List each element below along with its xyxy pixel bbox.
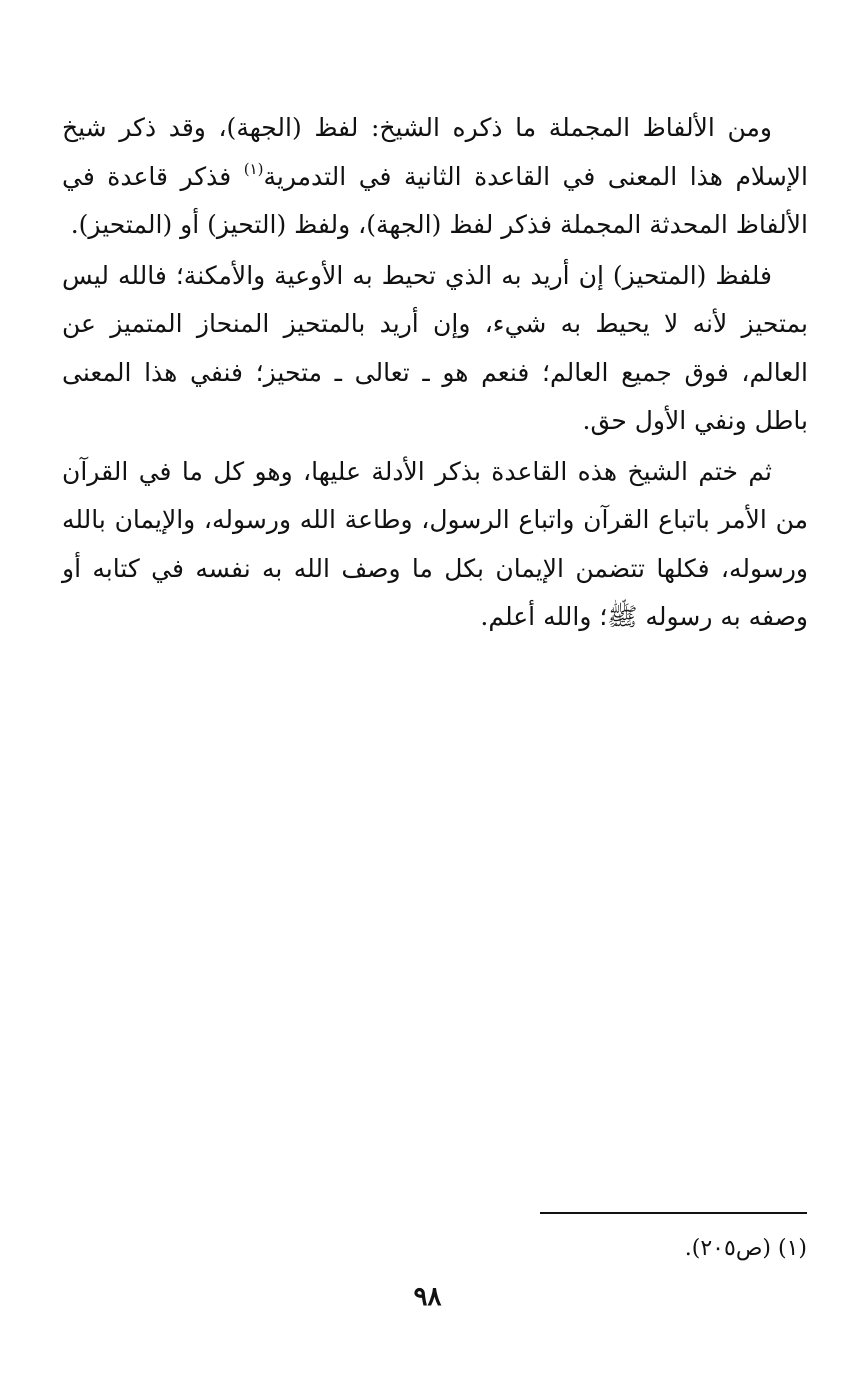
- page-number: ٩٨: [413, 1282, 442, 1312]
- footnote-marker[interactable]: (١): [243, 159, 264, 178]
- footnote: (١) (ص٢٠٥).: [684, 1236, 807, 1261]
- footnote-divider: [540, 1212, 807, 1214]
- paragraph-1: [62, 104, 808, 250]
- paragraph-1-text-continued: فذكر قاعدة في الألفاظ المحدثة المجملة فذكر لفظ (الجهة)، ولفظ (التحيز) أو (المتحيز).: [62, 161, 808, 239]
- main-text: [62, 104, 808, 644]
- paragraph-2: فلفظ (المتحيز) إن أريد به الذي تحيط به الأوعية والأمكنة؛ فالله ليس بمتحيز لأنه لا يحيط به شيء، وإن أريد بالمتحيز المنحاز المتميز عن العالم، فوق جميع العالم؛ فنعم هو ـ تعالى ـ متحيز؛ فنفي هذا المعنى باطل ونفي الأول حق.: [62, 260, 808, 435]
- paragraph-1-text: ومن الألفاظ المجملة ما ذكره الشيخ: لفظ (الجهة)، وقد ذكر شيخ الإسلام هذا المعنى في القاعدة الثانية في التدمرية: [62, 113, 808, 191]
- paragraph-3: ثم ختم الشيخ هذه القاعدة بذكر الأدلة عليها، وهو كل ما في القرآن من الأمر باتباع القرآن واتباع الرسول، وطاعة الله ورسوله، والإيمان بالله ورسوله، فكلها تتضمن الإيمان بكل ما وصف الله به نفسه في كتابه أو وصفه به رسوله ﷺ؛ والله أعلم.: [62, 456, 808, 631]
